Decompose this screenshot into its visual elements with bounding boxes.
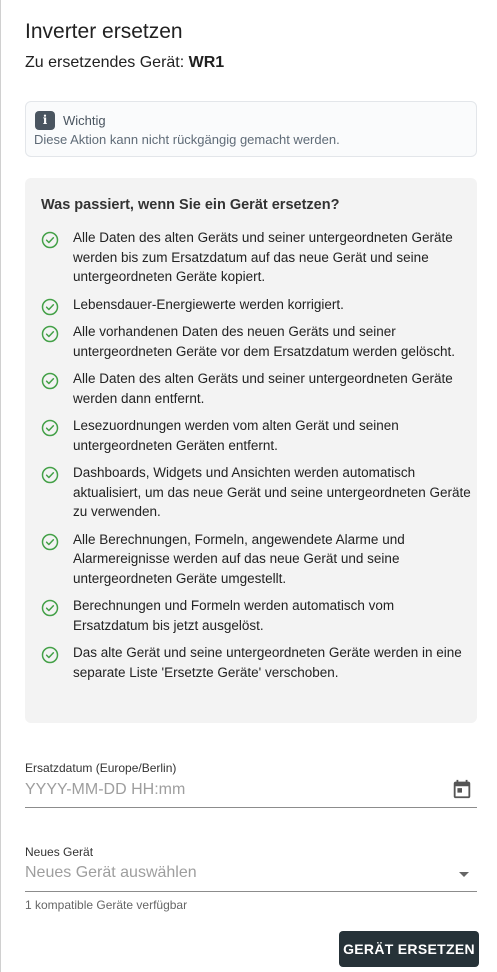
new-device-select[interactable] xyxy=(25,860,477,892)
check-circle-icon xyxy=(41,298,59,316)
info-item-text: Alle Berechnungen, Formeln, angewendete Alarme und Alarmereignisse werden auf das neue Gerät und seine untergeordneten Geräte umgestellt. xyxy=(73,531,405,586)
info-list-item xyxy=(41,596,471,635)
check-circle-icon xyxy=(41,419,59,437)
info-list-item xyxy=(41,369,471,408)
check-circle-icon xyxy=(41,231,59,249)
check-circle-icon xyxy=(41,646,59,664)
dialog-subtitle xyxy=(25,54,224,72)
replace-device-button[interactable]: GERÄT ERSETZEN xyxy=(339,931,479,967)
chevron-down-icon[interactable] xyxy=(459,872,469,877)
check-circle-icon xyxy=(41,372,59,390)
check-circle-icon xyxy=(41,466,59,484)
check-circle-icon xyxy=(41,599,59,617)
device-label: Neues Gerät xyxy=(25,845,94,859)
info-item-text: Alle Daten des alten Geräts und seiner untergeordneten Geräte werden dann entfernt. xyxy=(73,371,453,406)
notice-title: Wichtig xyxy=(63,113,106,128)
info-item-text: Dashboards, Widgets und Ansichten werden automatisch aktualisiert, um das neue Gerät und seine untergeordneten Geräte zu verwenden. xyxy=(73,465,471,519)
device-select-placeholder: Neues Gerät auswählen xyxy=(25,864,197,881)
info-list xyxy=(41,228,471,690)
replacement-date-input[interactable] xyxy=(25,776,425,804)
device-hint: 1 kompatible Geräte verfügbar xyxy=(25,898,188,912)
dialog-edge xyxy=(0,0,1,972)
info-list-item xyxy=(41,643,471,682)
check-circle-icon xyxy=(41,533,59,551)
info-item-text: Lebensdauer-Energiewerte werden korrigiert. xyxy=(73,296,344,312)
info-list-item xyxy=(41,416,471,455)
info-item-text: Das alte Gerät und seine untergeordneten Geräte werden in eine separate Liste 'Ersetzte Geräte' verschoben. xyxy=(73,645,462,680)
info-list-item xyxy=(41,228,471,287)
info-item-text: Alle Daten des alten Geräts und seiner untergeordneten Geräte werden bis zum Ersatzdatum auf das neue Gerät und seine untergeordneten Geräte kopiert. xyxy=(73,230,453,284)
info-title: Was passiert, wenn Sie ein Gerät ersetzen? xyxy=(41,197,340,213)
subtitle-prefix: Zu ersetzendes Gerät: xyxy=(25,54,185,71)
info-item-text: Alle vorhandenen Daten des neuen Geräts und seiner untergeordneten Geräte vor dem Ersatzdatum werden gelöscht. xyxy=(73,324,455,359)
info-list-item xyxy=(41,463,471,522)
info-icon: i xyxy=(35,111,55,130)
info-item-text: Lesezuordnungen werden vom alten Gerät und seinen untergeordneten Geräten entfernt. xyxy=(73,418,399,453)
dialog-title: Inverter ersetzen xyxy=(25,20,183,43)
info-list-item xyxy=(41,322,471,361)
info-list-item xyxy=(41,530,471,589)
replacement-date-field[interactable] xyxy=(25,776,477,808)
date-label: Ersatzdatum (Europe/Berlin) xyxy=(25,761,177,775)
info-list-item xyxy=(41,295,471,315)
warning-notice xyxy=(25,101,477,157)
info-item-text: Berechnungen und Formeln werden automatisch vom Ersatzdatum bis jetzt ausgelöst. xyxy=(73,598,395,633)
device-name: WR1 xyxy=(188,54,225,71)
notice-text: Diese Aktion kann nicht rückgängig gemacht werden. xyxy=(34,132,340,147)
calendar-icon[interactable] xyxy=(451,778,473,800)
check-circle-icon xyxy=(41,325,59,343)
replacement-info-panel xyxy=(25,178,477,723)
